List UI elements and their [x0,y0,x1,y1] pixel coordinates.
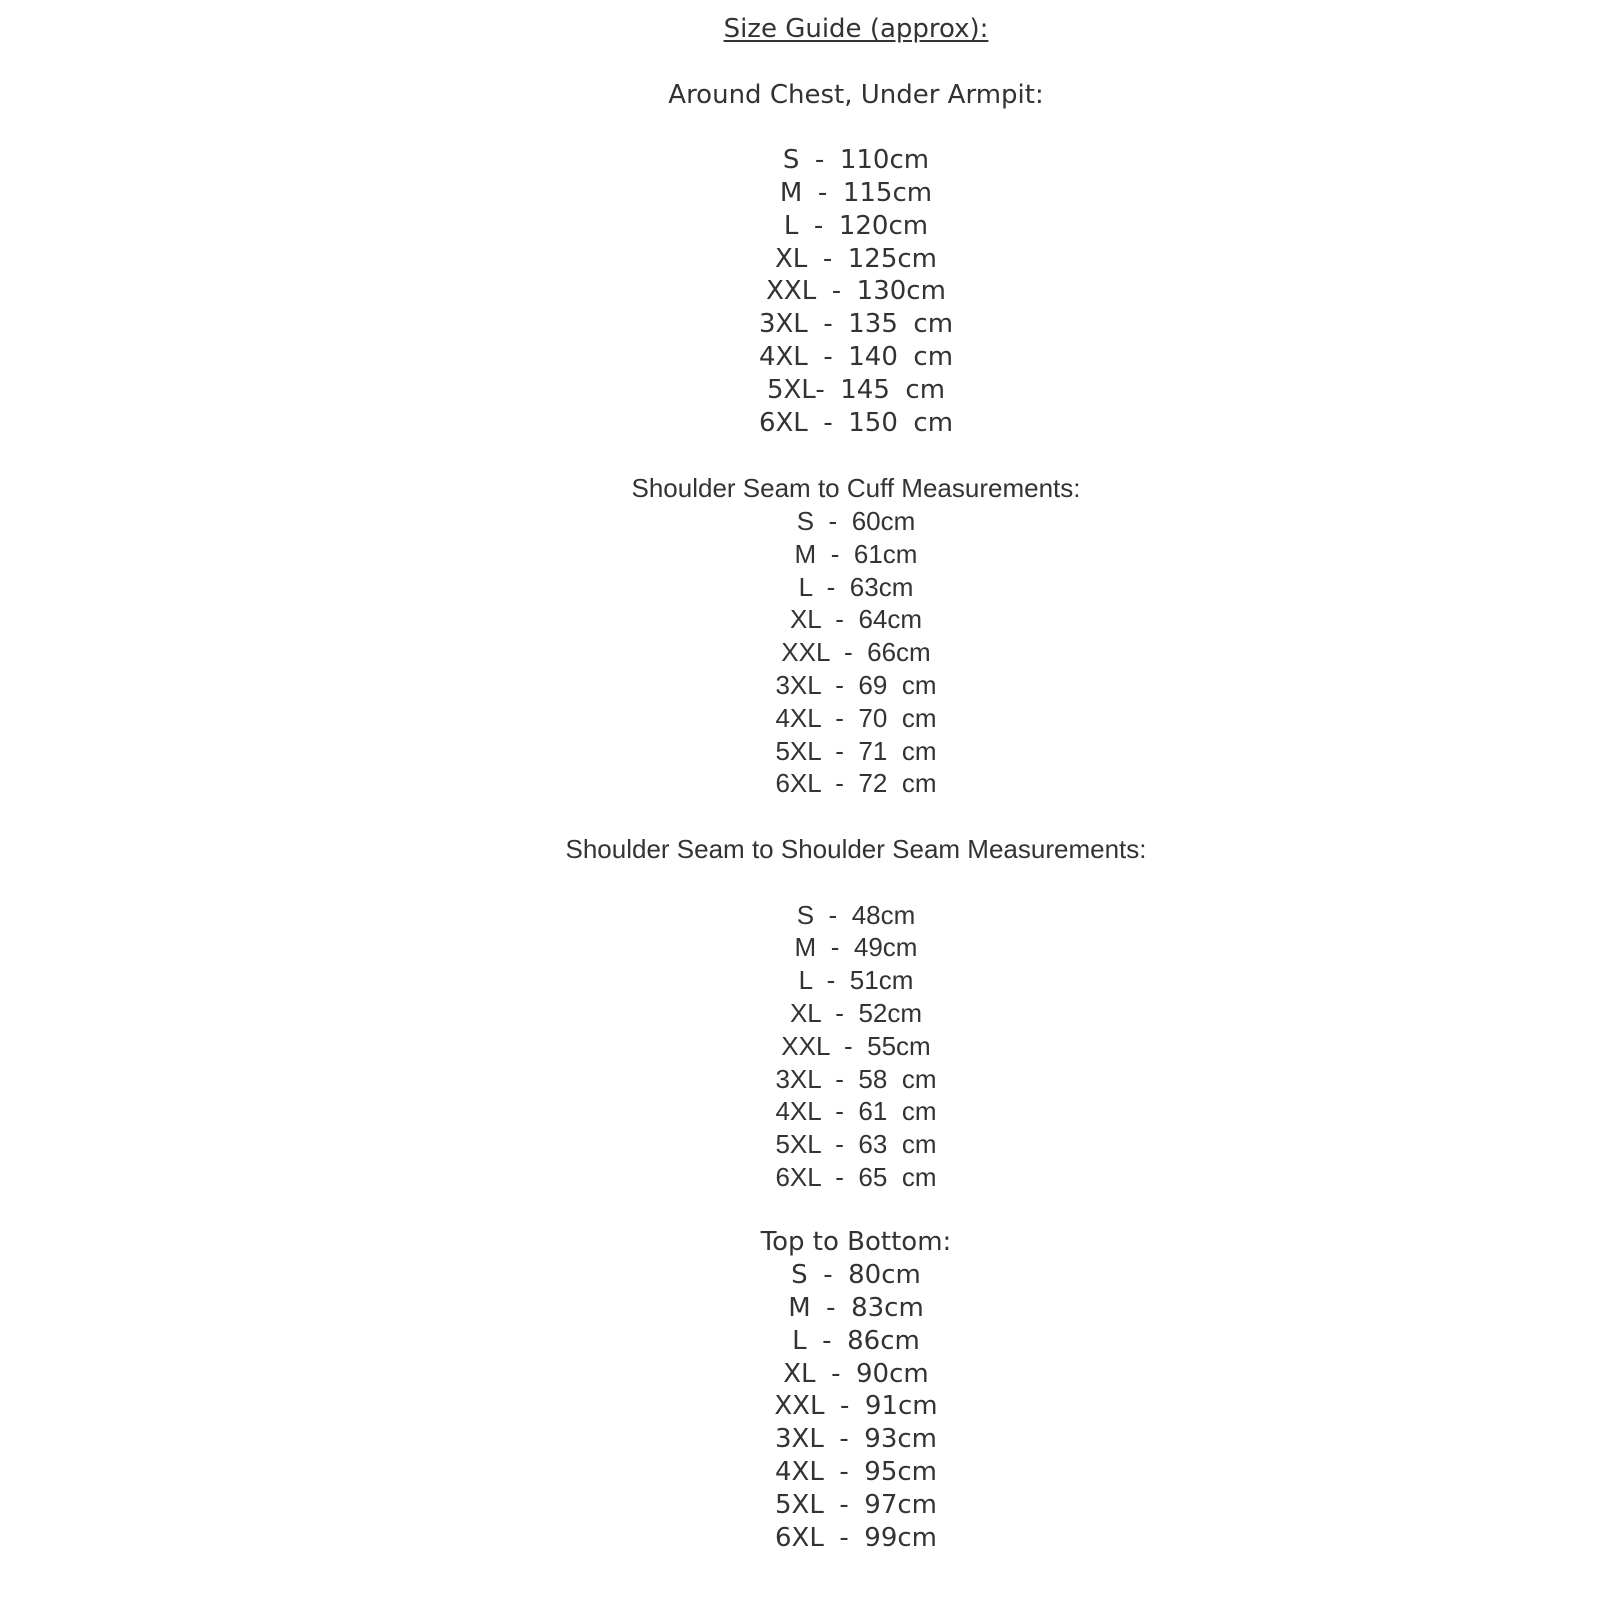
size-row-shoulder-s: S - 48cm [796,899,916,930]
size-row-chest-3xl: 3XL - 135 cm [758,309,954,340]
size-row-chest-l: L - 120cm [783,210,929,241]
blank-line [112,46,1600,79]
size-row-cuff-3xl: 3XL - 69 cm [775,669,937,700]
size-row-shoulder-6xl: 6XL - 65 cm [775,1161,937,1192]
size-row-cuff-xl: XL - 64cm [789,604,923,635]
size-row-length-3xl: 3XL - 93cm [774,1424,938,1455]
size-row-cuff-s: S - 60cm [796,505,916,536]
size-row-shoulder-5xl: 5XL - 63 cm [775,1129,937,1160]
blank-line [112,439,1600,472]
size-row-length-m: M - 83cm [788,1293,924,1324]
size-row-shoulder-xl: XL - 52cm [789,997,923,1028]
size-row-chest-m: M - 115cm [779,177,933,208]
size-row-cuff-4xl: 4XL - 70 cm [775,702,937,733]
size-row-shoulder-xxl: XXL - 55cm [781,1030,931,1061]
size-row-length-l: L - 86cm [792,1325,920,1356]
blank-line [112,866,1600,899]
size-row-cuff-5xl: 5XL - 71 cm [775,735,937,766]
size-row-length-6xl: 6XL - 99cm [774,1522,938,1553]
size-row-length-xl: XL - 90cm [783,1358,929,1389]
size-row-length-5xl: 5XL - 97cm [774,1489,938,1520]
size-row-cuff-l: L - 63cm [798,571,914,602]
size-row-chest-6xl: 6XL - 150 cm [758,407,954,438]
size-row-shoulder-l: L - 51cm [798,965,914,996]
section-heading-shoulder-to-shoulder: Shoulder Seam to Shoulder Seam Measurements: [565,833,1147,864]
section-heading-shoulder-to-cuff: Shoulder Seam to Cuff Measurements: [631,473,1081,504]
size-row-chest-4xl: 4XL - 140 cm [758,341,954,372]
size-row-chest-s: S - 110cm [782,145,930,176]
size-row-chest-5xl: 5XL- 145 cm [766,374,946,405]
section-heading-around-chest: Around Chest, Under Armpit: [668,79,1044,110]
size-row-length-s: S - 80cm [791,1260,921,1291]
size-row-length-4xl: 4XL - 95cm [774,1457,938,1488]
size-row-cuff-xxl: XXL - 66cm [781,637,931,668]
page-title: Size Guide (approx): [723,14,989,44]
size-row-cuff-m: M - 61cm [794,538,918,569]
blank-line [112,111,1600,144]
section-heading-top-to-bottom: Top to Bottom: [760,1227,952,1258]
size-row-length-xxl: XXL - 91cm [774,1391,938,1422]
size-row-chest-xl: XL - 125cm [774,243,938,274]
size-row-cuff-6xl: 6XL - 72 cm [775,768,937,799]
size-row-shoulder-4xl: 4XL - 61 cm [775,1096,937,1127]
title-line [112,13,1600,46]
blank-line [112,800,1600,833]
blank-line [112,1194,1600,1227]
size-row-shoulder-3xl: 3XL - 58 cm [775,1063,937,1094]
size-row-shoulder-m: M - 49cm [794,932,918,963]
size-row-chest-xxl: XXL - 130cm [766,276,946,307]
